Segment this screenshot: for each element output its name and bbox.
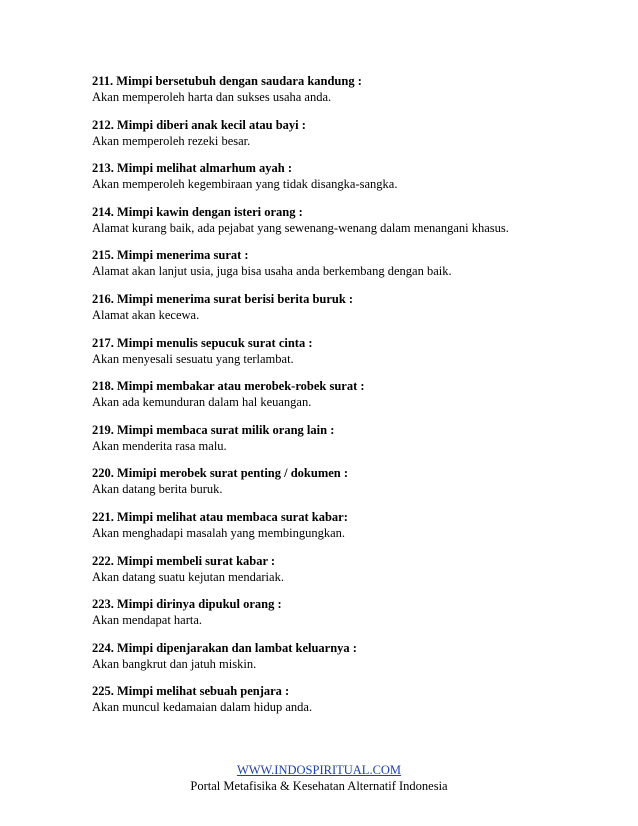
dream-entry-222: [92, 553, 612, 597]
entry-title: 225. Mimpi melihat sebuah penjara :: [92, 684, 290, 699]
entry-meaning: Akan menderita rasa malu.: [92, 438, 227, 453]
dream-entry-221: [92, 509, 612, 553]
dream-entry-223: [92, 596, 612, 640]
entry-meaning: Akan datang berita buruk.: [92, 482, 223, 497]
dream-entry-212: [92, 117, 612, 161]
entry-title: 219. Mimpi membaca surat milik orang lain :: [92, 422, 335, 437]
entry-title: 221. Mimpi melihat atau membaca surat kabar:: [92, 509, 348, 524]
entry-meaning: Akan menghadapi masalah yang membingungkan.: [92, 525, 346, 540]
entry-meaning: Akan datang suatu kejutan mendariak.: [92, 569, 284, 584]
entry-title: 220. Mimipi merobek surat penting / dokumen :: [92, 466, 349, 481]
entry-meaning: Akan mendapat harta.: [92, 613, 203, 628]
entry-title: 224. Mimpi dipenjarakan dan lambat keluarnya :: [92, 640, 357, 655]
dream-entry-216: [92, 291, 612, 335]
entry-meaning: Alamat kurang baik, ada pejabat yang sewenang-wenang dalam menangani khasus.: [92, 220, 509, 235]
entry-title: 217. Mimpi menulis sepucuk surat cinta :: [92, 335, 313, 350]
dream-entry-213: [92, 160, 612, 204]
entry-title: 212. Mimpi diberi anak kecil atau bayi :: [92, 117, 306, 132]
entry-meaning: Alamat akan kecewa.: [92, 307, 200, 322]
dream-entry-215: [92, 247, 612, 291]
entry-meaning: Akan memperoleh kegembiraan yang tidak disangka-sangka.: [92, 177, 398, 192]
entry-title: 211. Mimpi bersetubuh dengan saudara kandung :: [92, 74, 362, 88]
entry-meaning: Akan menyesali sesuatu yang terlambat.: [92, 351, 294, 366]
dream-entry-217: [92, 335, 612, 379]
entry-title: 222. Mimpi membeli surat kabar :: [92, 553, 276, 568]
entry-meaning: Alamat akan lanjut usia, juga bisa usaha anda berkembang dengan baik.: [92, 264, 452, 279]
entry-title: 214. Mimpi kawin dengan isteri orang :: [92, 204, 303, 219]
footer-tagline: Portal Metafisika & Kesehatan Alternatif Indonesia: [190, 779, 448, 793]
entry-title: 218. Mimpi membakar atau merobek-robek surat :: [92, 379, 365, 394]
dream-entry-220: [92, 465, 612, 509]
dream-entry-list: [92, 73, 612, 727]
entry-meaning: Akan ada kemunduran dalam hal keuangan.: [92, 395, 312, 410]
entry-title: 223. Mimpi dirinya dipukul orang :: [92, 597, 282, 612]
entry-meaning: Akan muncul kedamaian dalam hidup anda.: [92, 700, 313, 715]
dream-entry-211: [92, 73, 612, 117]
dream-entry-224: [92, 640, 612, 684]
entry-meaning: Akan bangkrut dan jatuh miskin.: [92, 656, 257, 671]
entry-meaning: Akan memperoleh rezeki besar.: [92, 133, 251, 148]
entry-title: 215. Mimpi menerima surat :: [92, 248, 249, 263]
dream-entry-218: [92, 378, 612, 422]
entry-meaning: Akan memperoleh harta dan sukses usaha anda.: [92, 90, 332, 104]
dream-entry-214: [92, 204, 612, 248]
website-link[interactable]: WWW.INDOSPIRITUAL.COM: [236, 763, 402, 777]
dream-entry-219: [92, 422, 612, 466]
page-footer: [0, 762, 638, 794]
entry-title: 216. Mimpi menerima surat berisi berita buruk :: [92, 291, 354, 306]
dream-entry-225: [92, 683, 612, 727]
entry-title: 213. Mimpi melihat almarhum ayah :: [92, 161, 292, 176]
